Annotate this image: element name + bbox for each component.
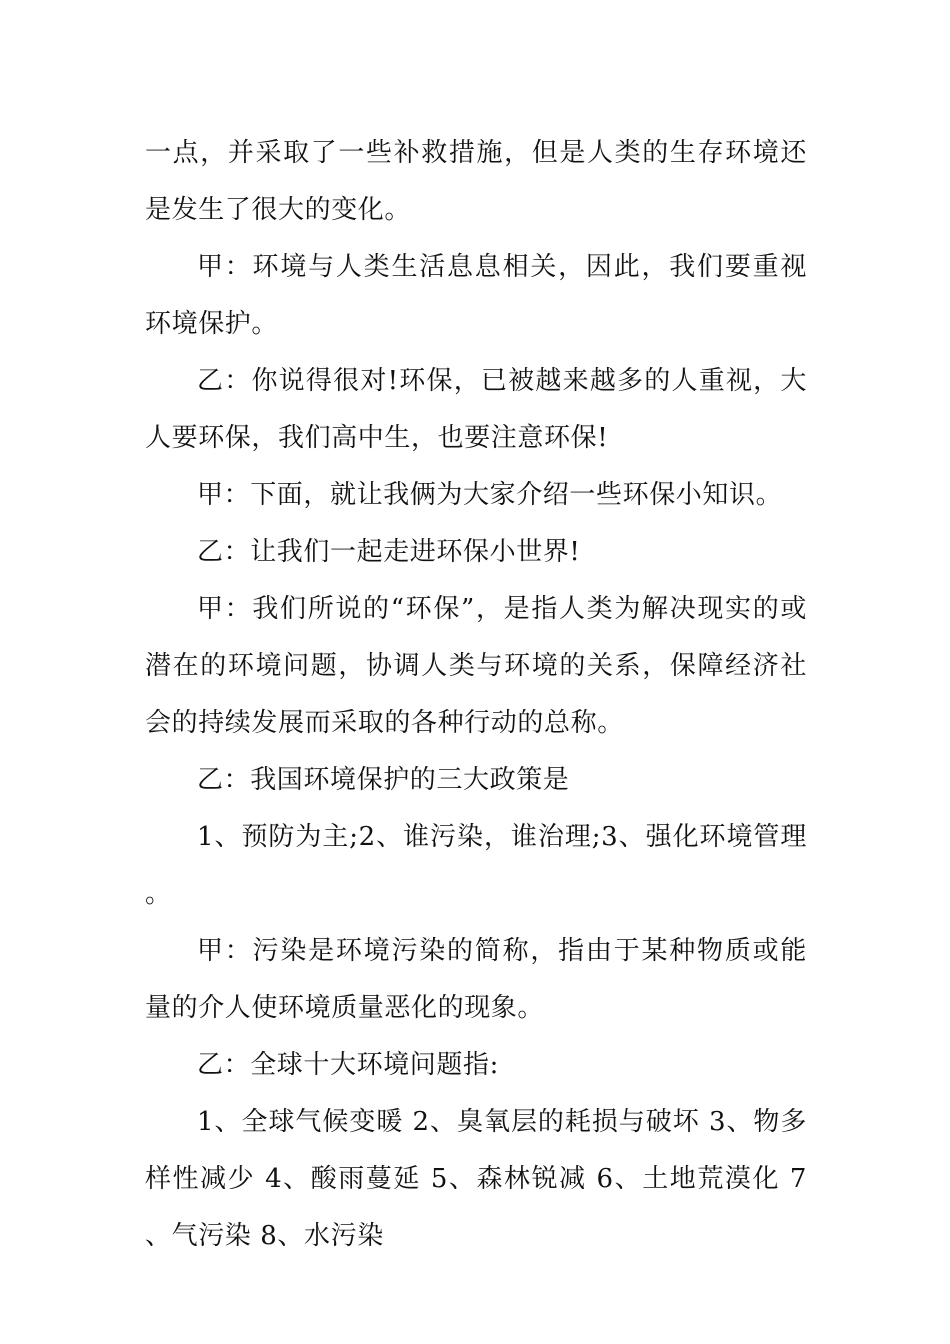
paragraph-11: 1、全球气候变暖 2、臭氧层的耗损与破坏 3、物多样性减少 4、酸雨蔓延 5、森林锐减 6、土地荒漠化 7、气污染 8、水污染 <box>145 1107 807 1251</box>
paragraph-2: 甲：环境与人类生活息息相关，因此，我们要重视环境保护。 <box>145 252 807 339</box>
paragraph-8: 1、预防为主;2、谁污染，谁治理;3、强化环境管理。 <box>145 822 807 909</box>
paragraph-7: 乙：我国环境保护的三大政策是 <box>197 765 570 795</box>
paragraph-1: 一点，并采取了一些补救措施，但是人类的生存环境还是发生了很大的变化。 <box>145 138 807 225</box>
paragraph-3: 乙：你说得很对!环保，已被越来越多的人重视，大人要环保，我们高中生，也要注意环保! <box>145 366 807 453</box>
paragraph-5: 乙：让我们一起走进环保小世界! <box>197 537 581 567</box>
paragraph-4: 甲：下面，就让我俩为大家介绍一些环保小知识。 <box>197 480 783 510</box>
paragraph-10: 乙：全球十大环境问题指: <box>197 1050 499 1080</box>
paragraph-9: 甲：污染是环境污染的简称，指由于某种物质或能量的介人使环境质量恶化的现象。 <box>145 936 807 1023</box>
document-body <box>145 125 807 1265</box>
paragraph-6: 甲：我们所说的“环保”，是指人类为解决现实的或潜在的环境问题，协调人类与环境的关系，保障经济社会的持续发展而采取的各种行动的总称。 <box>145 594 807 738</box>
